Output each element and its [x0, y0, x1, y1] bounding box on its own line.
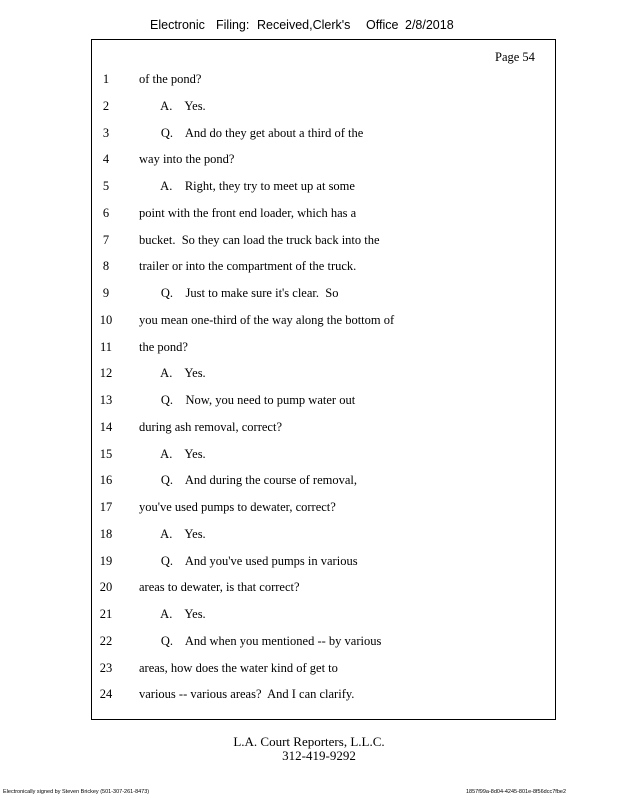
- line-number: 7: [102, 232, 110, 247]
- header-word: Electronic: [150, 18, 205, 32]
- line-number: 17: [99, 500, 113, 514]
- line-text: bucket. So they can load the truck back into the: [139, 232, 380, 247]
- line-number: 5: [102, 179, 110, 193]
- line-text: A. Yes.: [139, 98, 206, 113]
- transcript-line: [0, 366, 618, 384]
- line-text: trailer or into the compartment of the truck.: [139, 259, 357, 274]
- transcript-line: [0, 313, 618, 331]
- line-text: way into the pond?: [139, 152, 235, 167]
- line-number: 12: [99, 366, 113, 381]
- line-text: you mean one-third of the way along the bottom of: [139, 312, 395, 327]
- line-number: 15: [99, 446, 113, 461]
- transcript-line: [0, 99, 618, 117]
- reporter-company: L.A. Court Reporters, L.L.C.: [233, 734, 385, 749]
- line-text: Q. Just to make sure it's clear. So: [139, 286, 339, 300]
- line-text: you've used pumps to dewater, correct?: [139, 500, 336, 514]
- transcript-line: [0, 206, 618, 224]
- line-number: 3: [102, 125, 110, 140]
- line-number: 2: [102, 98, 110, 113]
- transcript-line: [0, 473, 618, 491]
- line-number: 24: [99, 687, 113, 702]
- header-word: Received,Clerk's: [257, 18, 351, 32]
- line-text: areas to dewater, is that correct?: [139, 580, 300, 595]
- line-text: Q. Now, you need to pump water out: [139, 393, 356, 407]
- transcript-line: [0, 607, 618, 625]
- line-text: A. Yes.: [139, 446, 206, 461]
- transcript-line: [0, 420, 618, 438]
- line-text: areas, how does the water kind of get to: [139, 660, 338, 675]
- footer: [0, 735, 618, 763]
- line-text: during ash removal, correct?: [139, 419, 282, 434]
- line-text: Q. And do they get about a third of the: [139, 125, 364, 140]
- line-number: 9: [102, 286, 110, 300]
- line-number: 18: [99, 526, 113, 541]
- line-number: 23: [99, 660, 113, 675]
- line-text: Q. And when you mentioned -- by various: [139, 633, 382, 648]
- line-text: of the pond?: [139, 72, 202, 86]
- line-number: 14: [99, 419, 113, 434]
- header-word: Filing:: [216, 18, 250, 32]
- line-text: A. Yes.: [139, 607, 206, 621]
- line-text: various -- various areas? And I can clarify.: [139, 687, 355, 702]
- line-text: Q. And you've used pumps in various: [139, 553, 358, 568]
- transcript-line: [0, 152, 618, 170]
- transcript-line: [0, 340, 618, 358]
- line-number: 8: [102, 259, 110, 274]
- line-number: 16: [99, 473, 113, 488]
- header-word: 2/8/2018: [405, 18, 454, 32]
- transcript-line: [0, 634, 618, 652]
- transcript-line: [0, 661, 618, 679]
- line-number: 10: [99, 312, 113, 327]
- line-number: 11: [99, 339, 113, 354]
- transcript-line: [0, 72, 618, 90]
- line-number: 19: [99, 553, 113, 568]
- line-text: A. Yes.: [139, 526, 206, 541]
- transcript-line: [0, 259, 618, 277]
- line-number: 13: [99, 393, 113, 407]
- transcript-line: [0, 179, 618, 197]
- transcript-line: [0, 687, 618, 705]
- header-word: Office: [366, 18, 399, 32]
- transcript-line: [0, 233, 618, 251]
- transcript-line: [0, 286, 618, 304]
- line-number: 20: [99, 580, 113, 595]
- transcript-line: [0, 527, 618, 545]
- line-number: 4: [102, 152, 110, 167]
- reporter-phone: 312-419-9292: [282, 748, 356, 763]
- line-number: 21: [99, 607, 113, 621]
- line-text: point with the front end loader, which has a: [139, 205, 357, 220]
- transcript-line: [0, 580, 618, 598]
- line-text: Q. And during the course of removal,: [139, 473, 358, 488]
- line-number: 22: [99, 633, 113, 648]
- line-text: A. Yes.: [139, 366, 206, 381]
- transcript-line: [0, 393, 618, 411]
- signature-note: Electronically signed by Steven Brickey (501-307-261-8473): [3, 789, 150, 795]
- transcript-line: [0, 500, 618, 518]
- transcript-line: [0, 554, 618, 572]
- document-id: 1857f99a-8d04-4245-801e-8f56dcc7fbe2: [466, 789, 566, 795]
- line-number: 6: [102, 205, 110, 220]
- line-text: A. Right, they try to meet up at some: [139, 179, 355, 193]
- line-text: the pond?: [139, 339, 188, 354]
- transcript-line: [0, 126, 618, 144]
- page-number: Page 54: [495, 50, 535, 64]
- line-number: 1: [102, 72, 110, 86]
- transcript-line: [0, 447, 618, 465]
